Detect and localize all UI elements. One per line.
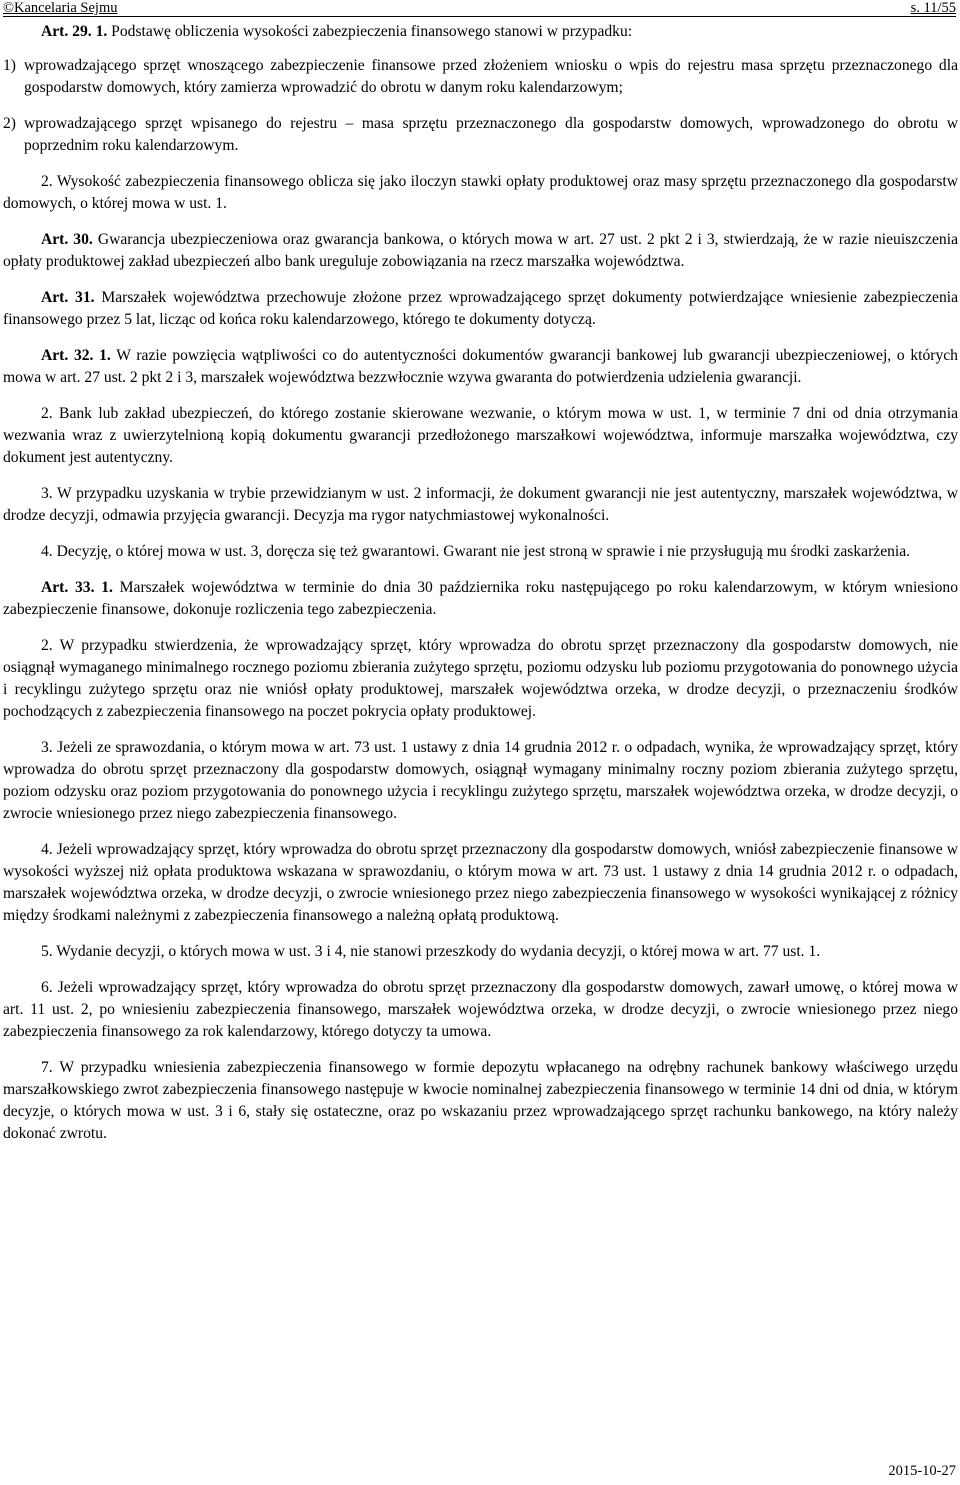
art33-par3: 3. Jeżeli ze sprawozdania, o którym mowa w art. 73 ust. 1 ustawy z dnia 14 grudnia 2012 r. o odpadach, wynika, że wprowadzający sprzęt, który wprowadza do obrotu sprzęt przeznaczony dla gospodarstw domowych, osiągnął wymagany minimalny roczny poziom zbierania zużytego sprzętu, poziom odzysku oraz poziom przygotowania do ponownego użycia i recyklingu zużytego sprzętu, marszałek województwa orzeka, w drodze decyzji, o zwrocie wniesionego przez niego zabezpieczenia finansowego. — [3, 739, 958, 822]
art29-par2-text: Wysokość zabezpieczenia finansowego oblicza się jako iloczyn stawki opłaty produktowej oraz masy sprzętu przeznaczonego dla gospodarstw domowych, o której mowa w ust. 1. — [3, 173, 958, 212]
page-header — [3, 0, 956, 17]
art29-item1-number: 1) — [3, 57, 16, 74]
art29-par1 — [3, 21, 958, 43]
art32-par2: 2. Bank lub zakład ubezpieczeń, do którego zostanie skierowane wezwanie, o którym mowa w ust. 1, w terminie 7 dni od dnia otrzymania wezwania wraz z uwierzytelnioną kopią dokumentu gwarancji przedłożonego marszałkowi województwa, informuje marszałka województwa, czy dokument jest autentyczny. — [3, 405, 958, 466]
art29-item2-text: wprowadzającego sprzęt wpisanego do rejestru – masa sprzętu przeznaczonego dla gospodarstw domowych, wprowadzonego do obrotu w poprzednim roku kalendarzowym. — [24, 115, 958, 154]
art29-item1-text: wprowadzającego sprzęt wnoszącego zabezpieczenie finansowe przed złożeniem wniosku o wpis do rejestru masa sprzętu przeznaczonego dla gospodarstw domowych, który zamierza wprowadzić do obrotu w danym roku kalendarzowym; — [24, 57, 958, 96]
art33-par4: 4. Jeżeli wprowadzający sprzęt, który wprowadza do obrotu sprzęt przeznaczony dla gospodarstw domowych, wniósł zabezpieczenie finansowe w wysokości wyższej niż opłata produktowa wskazana w sprawozdaniu, o którym mowa w art. 73 ust. 1 ustawy z dnia 14 grudnia 2012 r. o odpadach, marszałek województwa orzeka, w drodze decyzji, o zwrocie wniesionego przez niego zabezpieczenia finansowego w wysokości wynikającej z różnicy między środkami należnymi z zabezpieczenia finansowego a należną opłatą produktową. — [3, 841, 958, 924]
art32-par1-text: W razie powzięcia wątpliwości co do autentyczności dokumentów gwarancji bankowej lub gwarancji ubezpieczeniowej, o których mowa w art. 27 ust. 2 pkt 2 i 3, marszałek województwa bezzwłocznie wzywa gwaranta do potwierdzenia udzielenia gwarancji. — [3, 347, 958, 386]
publisher-label: ©Kancelaria Sejmu — [3, 0, 118, 16]
art32-par4: 4. Decyzję, o której mowa w ust. 3, doręcza się też gwarantowi. Gwarant nie jest stroną w sprawie i nie przysługują mu środki zaskarżenia. — [41, 543, 911, 560]
art31-par — [3, 287, 958, 331]
page-number: s. 11/55 — [910, 0, 956, 16]
art32-par1 — [3, 345, 958, 389]
page-date: 2015-10-27 — [888, 1463, 956, 1479]
art33-par7: 7. W przypadku wniesienia zabezpieczenia finansowego w formie depozytu wpłacanego na odrębny rachunek bankowy właściwego urzędu marszałkowskiego zwrot zabezpieczenia finansowego następuje w kwocie nominalnej zabezpieczenia finansowego w terminie 14 dni od dnia, w którym decyzje, o których mowa w ust. 3 i 6, stały się ostateczne, oraz po wskazaniu przez wprowadzającego sprzęt rachunku bankowego, na który należy dokonać zwrotu. — [3, 1059, 958, 1142]
art33-heading: Art. 33. 1. — [41, 579, 113, 596]
art33-par1-text: Marszałek województwa w terminie do dnia 30 października roku następującego po roku kalendarzowym, w którym wniesiono zabezpieczenie finansowe, dokonuje rozliczenia tego zabezpieczenia. — [3, 579, 958, 618]
art29-item2-number: 2) — [3, 115, 16, 132]
art30-heading: Art. 30. — [41, 231, 93, 248]
art29-item2 — [3, 113, 958, 157]
art33-par6: 6. Jeżeli wprowadzający sprzęt, który wprowadza do obrotu sprzęt przeznaczony dla gospodarstw domowych, zawarł umowę, o której mowa w art. 11 ust. 2, po wniesieniu zabezpieczenia finansowego, marszałek województwa orzeka, w drodze decyzji, o zwrocie wniesionego przez niego zabezpieczenia finansowego za rok kalendarzowy, którego dotyczy ta umowa. — [3, 979, 958, 1040]
art29-heading: Art. 29. 1. — [41, 23, 108, 40]
art32-heading: Art. 32. 1. — [41, 347, 111, 364]
art32-par3: 3. W przypadku uzyskania w trybie przewidzianym w ust. 2 informacji, że dokument gwarancji nie jest autentyczny, marszałek województwa, w drodze decyzji, odmawia przyjęcia gwarancji. Decyzja ma rygor natychmiastowej wykonalności. — [3, 485, 958, 524]
art33-par5: 5. Wydanie decyzji, o których mowa w ust. 3 i 4, nie stanowi przeszkody do wydania decyzji, o której mowa w art. 77 ust. 1. — [41, 943, 821, 960]
art31-heading: Art. 31. — [41, 289, 95, 306]
art33-par1 — [3, 577, 958, 621]
art29-item1 — [3, 55, 958, 99]
art31-text: Marszałek województwa przechowuje złożone przez wprowadzającego sprzęt dokumenty potwierdzające wniesienie zabezpieczenia finansowego przez 5 lat, licząc od końca roku kalendarzowego, którego te dokumenty dotyczą. — [3, 289, 958, 328]
art30-par — [3, 229, 958, 273]
art30-text: Gwarancja ubezpieczeniowa oraz gwarancja bankowa, o których mowa w art. 27 ust. 2 pkt 2 i 3, stwierdzają, że w razie nieuiszczenia opłaty produktowej zakład ubezpieczeń albo bank ureguluje zobowiązania na rzecz marszałka województwa. — [3, 231, 958, 270]
art29-par1-text: Podstawę obliczenia wysokości zabezpieczenia finansowego stanowi w przypadku: — [111, 23, 633, 40]
art29-par2-number: 2. — [41, 173, 53, 190]
document-body — [3, 21, 958, 1159]
art29-par2 — [3, 171, 958, 215]
art33-par2: 2. W przypadku stwierdzenia, że wprowadzający sprzęt, który wprowadza do obrotu sprzęt przeznaczony dla gospodarstw domowych, nie osiągnął wymaganego minimalnego rocznego poziomu zbierania zużytego sprzętu, poziomu odzysku lub poziomu przygotowania do ponownego użycia i recyklingu zużytego sprzętu oraz nie wniósł opłaty produktowej, marszałek województwa orzeka, w drodze decyzji, o przeznaczeniu środków pochodzących z zabezpieczenia finansowego na poczet pokrycia opłaty produktowej. — [3, 637, 958, 720]
